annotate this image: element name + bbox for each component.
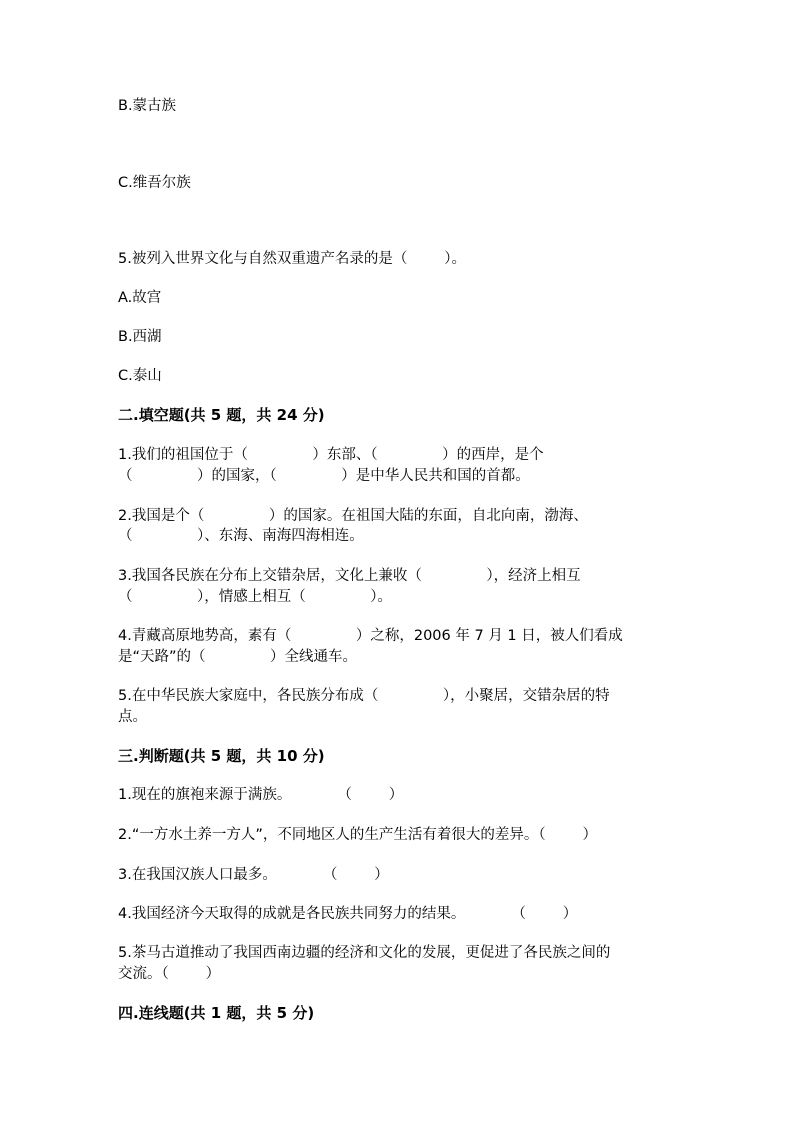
option-b: B.西湖: [118, 329, 162, 345]
option-c-uyghur: C.维吾尔族: [118, 175, 191, 191]
judge-q4: 4.我国经济今天取得的成就是各民族共同努力的结果。 （ ）: [118, 906, 578, 922]
fill-q1-line2: （ ）的国家，（ ）是中华人民共和国的首都。: [118, 468, 530, 484]
judge-q2: 2.“一方水土养一方人”，不同地区人的生产生活有着很大的差异。（ ）: [118, 827, 597, 843]
fill-q4-line2: 是“天路”的（ ）全线通车。: [118, 649, 358, 665]
question-5-stem: 5.被列入世界文化与自然双重遗产名录的是（ ）。: [118, 251, 466, 267]
option-c: C.泰山: [118, 368, 162, 384]
fill-q2-line1: 2.我国是个（ ）的国家。在祖国大陆的东面，自北向南，渤海、: [118, 508, 588, 524]
section-4-title: 四.连线题(共 1 题，共 5 分): [118, 1004, 315, 1022]
section-3-title: 三.判断题(共 5 题，共 10 分): [118, 747, 325, 765]
section-2-title: 二.填空题(共 5 题，共 24 分): [118, 406, 325, 424]
option-b-mongol: B.蒙古族: [118, 98, 177, 114]
judge-q1: 1.现在的旗袍来源于满族。 （ ）: [118, 787, 404, 803]
judge-q5-line2: 交流。（ ）: [118, 966, 221, 982]
fill-q3-line2: （ ），情感上相互（ ）。: [118, 589, 393, 605]
judge-q3: 3.在我国汉族人口最多。 （ ）: [118, 867, 389, 883]
fill-q1-line1: 1.我们的祖国位于（ ）东部、（ ）的西岸，是个: [118, 447, 544, 463]
fill-q5-line1: 5.在中华民族大家庭中，各民族分布成（ ），小聚居，交错杂居的特: [118, 688, 610, 704]
fill-q5-line2: 点。: [118, 709, 147, 725]
option-a: A.故宫: [118, 290, 162, 306]
fill-q4-line1: 4.青藏高原地势高，素有（ ）之称，2006 年 7 月 1 日，被人们看成: [118, 628, 623, 644]
fill-q3-line1: 3.我国各民族在分布上交错杂居，文化上兼收（ ），经济上相互: [118, 568, 581, 584]
fill-q2-line2: （ ）、东海、南海四海相连。: [118, 528, 364, 544]
judge-q5-line1: 5.茶马古道推动了我国西南边疆的经济和文化的发展，更促进了各民族之间的: [118, 945, 611, 961]
